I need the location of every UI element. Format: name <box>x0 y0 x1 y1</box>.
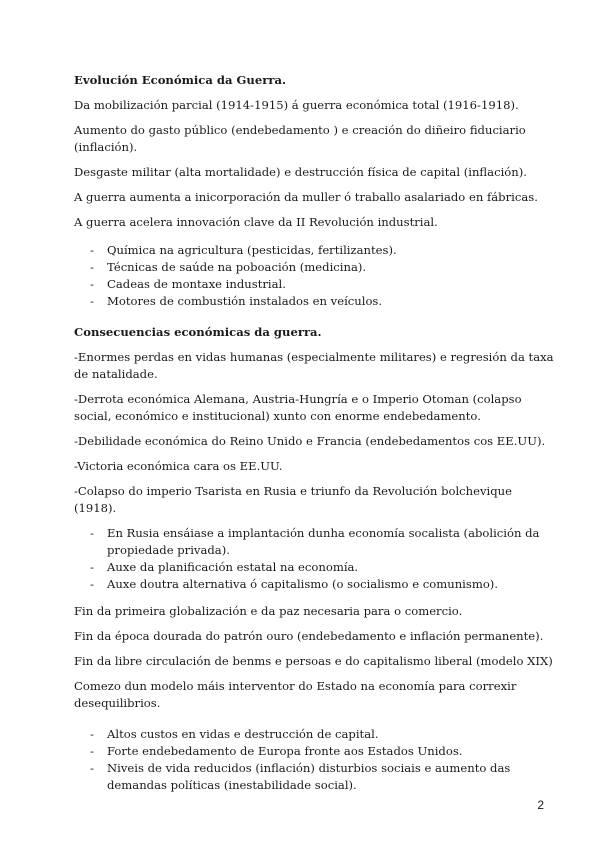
list-item-text: Auxe doutra alternativa ó capitalismo (o socialismo e comunismo). <box>107 577 499 591</box>
bullet-dash: - <box>90 577 94 591</box>
list-item-text: Auxe da planificación estatal na economía. <box>107 560 359 574</box>
list-item <box>74 559 554 576</box>
bullet-dash: - <box>90 294 94 308</box>
list-item-text: Química na agricultura (pesticidas, fertilizantes). <box>107 243 397 257</box>
section-heading-evolution: Evolución Económica da Guerra. <box>74 73 286 87</box>
paragraph: Fin da libre circulación de benms e persoas e do capitalismo liberal (modelo XIX) <box>74 654 553 668</box>
list-item <box>74 576 554 593</box>
section-heading-consequences: Consecuencias económicas da guerra. <box>74 325 322 339</box>
list-item-text: Motores de combustión instalados en veículos. <box>107 294 383 308</box>
paragraph: Fin da época dourada do patrón ouro (endebedamento e inflación permanente). <box>74 629 544 643</box>
list-item <box>74 760 554 794</box>
document-page <box>74 72 554 794</box>
paragraph: Desgaste militar (alta mortalidade) e destrucción física de capital (inflación). <box>74 165 527 179</box>
list-item <box>74 293 554 310</box>
list-item <box>74 743 554 760</box>
paragraph: A guerra aumenta a inicorporación da muller ó traballo asalariado en fábricas. <box>74 190 538 204</box>
list-item-text: Cadeas de montaxe industrial. <box>107 277 286 291</box>
paragraph: -Debilidade económica do Reino Unido e Francia (endebedamentos cos EE.UU). <box>74 434 546 448</box>
page-number: 2 <box>537 798 544 812</box>
paragraph: -Victoria económica cara os EE.UU. <box>74 459 283 473</box>
bullet-dash: - <box>90 260 94 274</box>
paragraph: Fin da primeira globalización e da paz necesaria para o comercio. <box>74 604 463 618</box>
innovation-list <box>74 242 554 310</box>
list-item <box>74 259 554 276</box>
paragraph: Da mobilización parcial (1914-1915) á guerra económica total (1916-1918). <box>74 98 519 112</box>
bullet-dash: - <box>90 761 94 775</box>
paragraph: Aumento do gasto público (endebedamento ) e creación do diñeiro fiduciario (inflación). <box>74 123 526 154</box>
paragraph: -Colapso do imperio Tsarista en Rusia e triunfo da Revolución bolchevique (1918). <box>74 484 513 515</box>
list-item-text: Forte endebedamento de Europa fronte aos Estados Unidos. <box>107 744 463 758</box>
list-item-text: Altos custos en vidas e destrucción de capital. <box>107 727 379 741</box>
russia-list <box>74 525 554 593</box>
paragraph: A guerra acelera innovación clave da II Revolución industrial. <box>74 215 438 229</box>
bullet-dash: - <box>90 243 94 257</box>
paragraph: -Enormes perdas en vidas humanas (especialmente militares) e regresión da taxa de natalidade. <box>74 350 554 381</box>
bullet-dash: - <box>90 744 94 758</box>
paragraph: -Derrota económica Alemana, Austria-Hungría e o Imperio Otoman (colapso social, económico e institucional) xunto con enorme endebedamento. <box>74 392 522 423</box>
list-item-text: En Rusia ensáiase a implantación dunha economía socalista (abolición da propiedade privada). <box>107 526 540 557</box>
list-item <box>74 525 554 559</box>
paragraph: Comezo dun modelo máis interventor do Estado na economía para correxir desequilibrios. <box>74 679 517 710</box>
summary-list <box>74 726 554 794</box>
list-item <box>74 276 554 293</box>
bullet-dash: - <box>90 526 94 540</box>
list-item <box>74 242 554 259</box>
list-item <box>74 726 554 743</box>
list-item-text: Técnicas de saúde na poboación (medicina). <box>107 260 367 274</box>
bullet-dash: - <box>90 560 94 574</box>
bullet-dash: - <box>90 727 94 741</box>
list-item-text: Niveis de vida reducidos (inflación) disturbios sociais e aumento das demandas políticas (inestabilidade social). <box>107 761 511 792</box>
bullet-dash: - <box>90 277 94 291</box>
